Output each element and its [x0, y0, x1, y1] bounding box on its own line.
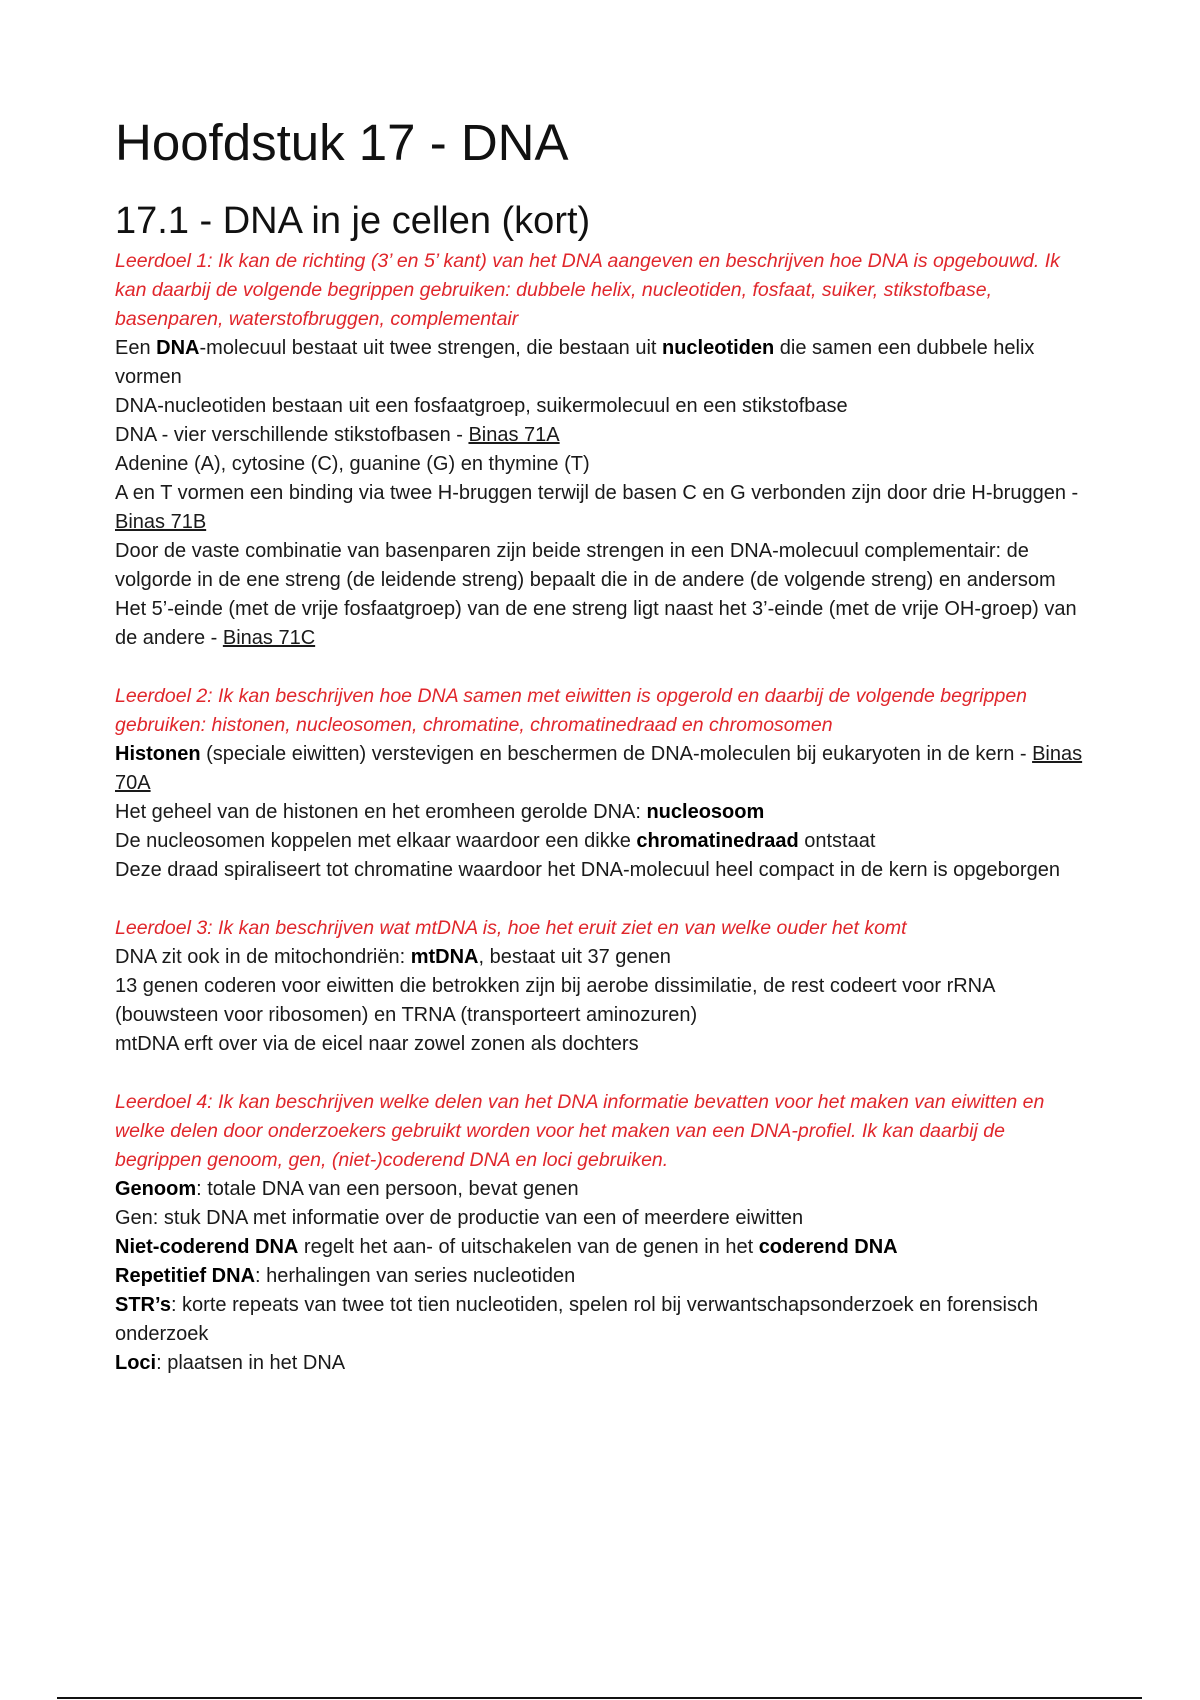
binas-reference-link[interactable]: Binas 70A: [115, 742, 1083, 794]
note-line: [115, 798, 1090, 827]
learning-goal-section-3: [115, 914, 1090, 1059]
text-run: DNA-nucleotiden bestaan uit een fosfaatgroep, suikermolecuul en een stikstofbase: [115, 394, 848, 417]
bold-term: Histonen: [115, 742, 201, 765]
note-line: [115, 856, 1090, 885]
text-run: 13 genen coderen voor eiwitten die betrokken zijn bij aerobe dissimilatie, de rest codeert voor rRNA (bouwsteen voor ribosomen) en TRNA (transporteert aminozuren): [115, 974, 995, 1026]
note-line: [115, 1204, 1090, 1233]
note-line: [115, 1030, 1090, 1059]
note-line: [115, 1233, 1090, 1262]
bold-term: Repetitief DNA: [115, 1264, 256, 1287]
binas-reference-link[interactable]: Binas 71C: [222, 626, 316, 649]
text-run: Het 5’-einde (met de vrije fosfaatgroep) van de ene streng ligt naast het 3’-einde (met de vrije OH-groep) van de andere -: [115, 597, 1077, 649]
learning-goal-4: Leerdoel 4: Ik kan beschrijven welke delen van het DNA informatie bevatten voor het maken van eiwitten en welke delen door onderzoekers gebruikt worden voor het maken van een DNA-profiel. Ik kan daarbij de begrippen genoom, gen, (niet-)coderend DNA en loci gebruiken.: [115, 1090, 1045, 1171]
text-run: : herhalingen van series nucleotiden: [255, 1264, 576, 1287]
note-line: [115, 1291, 1090, 1349]
note-line: [115, 595, 1090, 653]
learning-goal-section-2: [115, 682, 1090, 885]
text-run: , bestaat uit 37 genen: [478, 945, 671, 968]
note-line: [115, 537, 1090, 595]
bold-term: coderend DNA: [758, 1235, 898, 1258]
note-line: [115, 1349, 1090, 1378]
text-run: DNA zit ook in de mitochondriën:: [115, 945, 411, 968]
text-run: Een: [115, 336, 157, 359]
text-run: die samen een dubbele helix vormen: [115, 336, 1035, 388]
note-line: [115, 740, 1090, 798]
page-bottom-rule: [57, 1697, 1142, 1699]
binas-reference-link[interactable]: Binas 71B: [115, 510, 207, 533]
note-line: [115, 827, 1090, 856]
bold-term: Loci: [115, 1351, 157, 1374]
text-run: Adenine (A), cytosine (C), guanine (G) en thymine (T): [115, 452, 590, 475]
binas-reference-link[interactable]: Binas 71A: [468, 423, 560, 446]
learning-goal-1: Leerdoel 1: Ik kan de richting (3’ en 5’ kant) van het DNA aangeven en beschrijven hoe DNA is opgebouwd. Ik kan daarbij de volgende begrippen gebruiken: dubbele helix, nucleotiden, fosfaat, suiker, stikstofbase, basenparen, waterstofbruggen, complementair: [115, 249, 1060, 330]
text-run: DNA - vier verschillende stikstofbasen -: [115, 423, 469, 446]
bold-term: Genoom: [115, 1177, 197, 1200]
note-line: [115, 450, 1090, 479]
learning-goal-section-4: [115, 1088, 1090, 1378]
bold-term: Niet-coderend DNA: [115, 1235, 299, 1258]
text-run: : plaatsen in het DNA: [156, 1351, 346, 1374]
text-run: (speciale eiwitten) verstevigen en beschermen de DNA-moleculen bij eukaryoten in de kern -: [200, 742, 1033, 765]
note-line: [115, 392, 1090, 421]
text-run: Gen: stuk DNA met informatie over de productie van een of meerdere eiwitten: [115, 1206, 804, 1229]
document-page: [115, 112, 1090, 1378]
bold-term: nucleotiden: [662, 336, 775, 359]
text-run: regelt het aan- of uitschakelen van de genen in het: [298, 1235, 759, 1258]
bold-term: DNA: [156, 336, 200, 359]
text-run: Het geheel van de histonen en het eromheen gerolde DNA:: [115, 800, 647, 823]
text-run: : totale DNA van een persoon, bevat genen: [196, 1177, 579, 1200]
page-title: Hoofdstuk 17 - DNA: [115, 114, 569, 171]
text-run: mtDNA erft over via de eicel naar zowel zonen als dochters: [115, 1032, 639, 1055]
bold-term: nucleosoom: [646, 800, 765, 823]
bold-term: mtDNA: [410, 945, 479, 968]
note-line: [115, 334, 1090, 392]
text-run: ontstaat: [798, 829, 876, 852]
note-line: [115, 479, 1090, 537]
text-run: Door de vaste combinatie van basenparen zijn beide strengen in een DNA-molecuul complementair: de volgorde in de ene streng (de leidende streng) bepaalt die in de andere (de volgende streng) en andersom: [115, 539, 1056, 591]
note-line: [115, 1175, 1090, 1204]
text-run: Deze draad spiraliseert tot chromatine waardoor het DNA-molecuul heel compact in de kern is opgeborgen: [115, 858, 1060, 881]
learning-goal-2: Leerdoel 2: Ik kan beschrijven hoe DNA samen met eiwitten is opgerold en daarbij de volgende begrippen gebruiken: histonen, nucleosomen, chromatine, chromatinedraad en chromosomen: [115, 684, 1028, 736]
note-line: [115, 1262, 1090, 1291]
section-heading: 17.1 - DNA in je cellen (kort): [115, 200, 591, 243]
note-line: [115, 421, 1090, 450]
bold-term: STR’s: [115, 1293, 171, 1316]
text-run: : korte repeats van twee tot tien nucleotiden, spelen rol bij verwantschapsonderzoek en forensisch onderzoek: [115, 1293, 1039, 1345]
bold-term: chromatinedraad: [636, 829, 799, 852]
learning-goal-section-1: [115, 247, 1090, 653]
text-run: -molecuul bestaat uit twee strengen, die bestaan uit: [199, 336, 662, 359]
note-line: [115, 972, 1090, 1030]
note-line: [115, 943, 1090, 972]
text-run: De nucleosomen koppelen met elkaar waardoor een dikke: [115, 829, 637, 852]
learning-goal-3: Leerdoel 3: Ik kan beschrijven wat mtDNA is, hoe het eruit ziet en van welke ouder het komt: [115, 916, 907, 939]
text-run: A en T vormen een binding via twee H-bruggen terwijl de basen C en G verbonden zijn door drie H-bruggen -: [115, 481, 1079, 504]
